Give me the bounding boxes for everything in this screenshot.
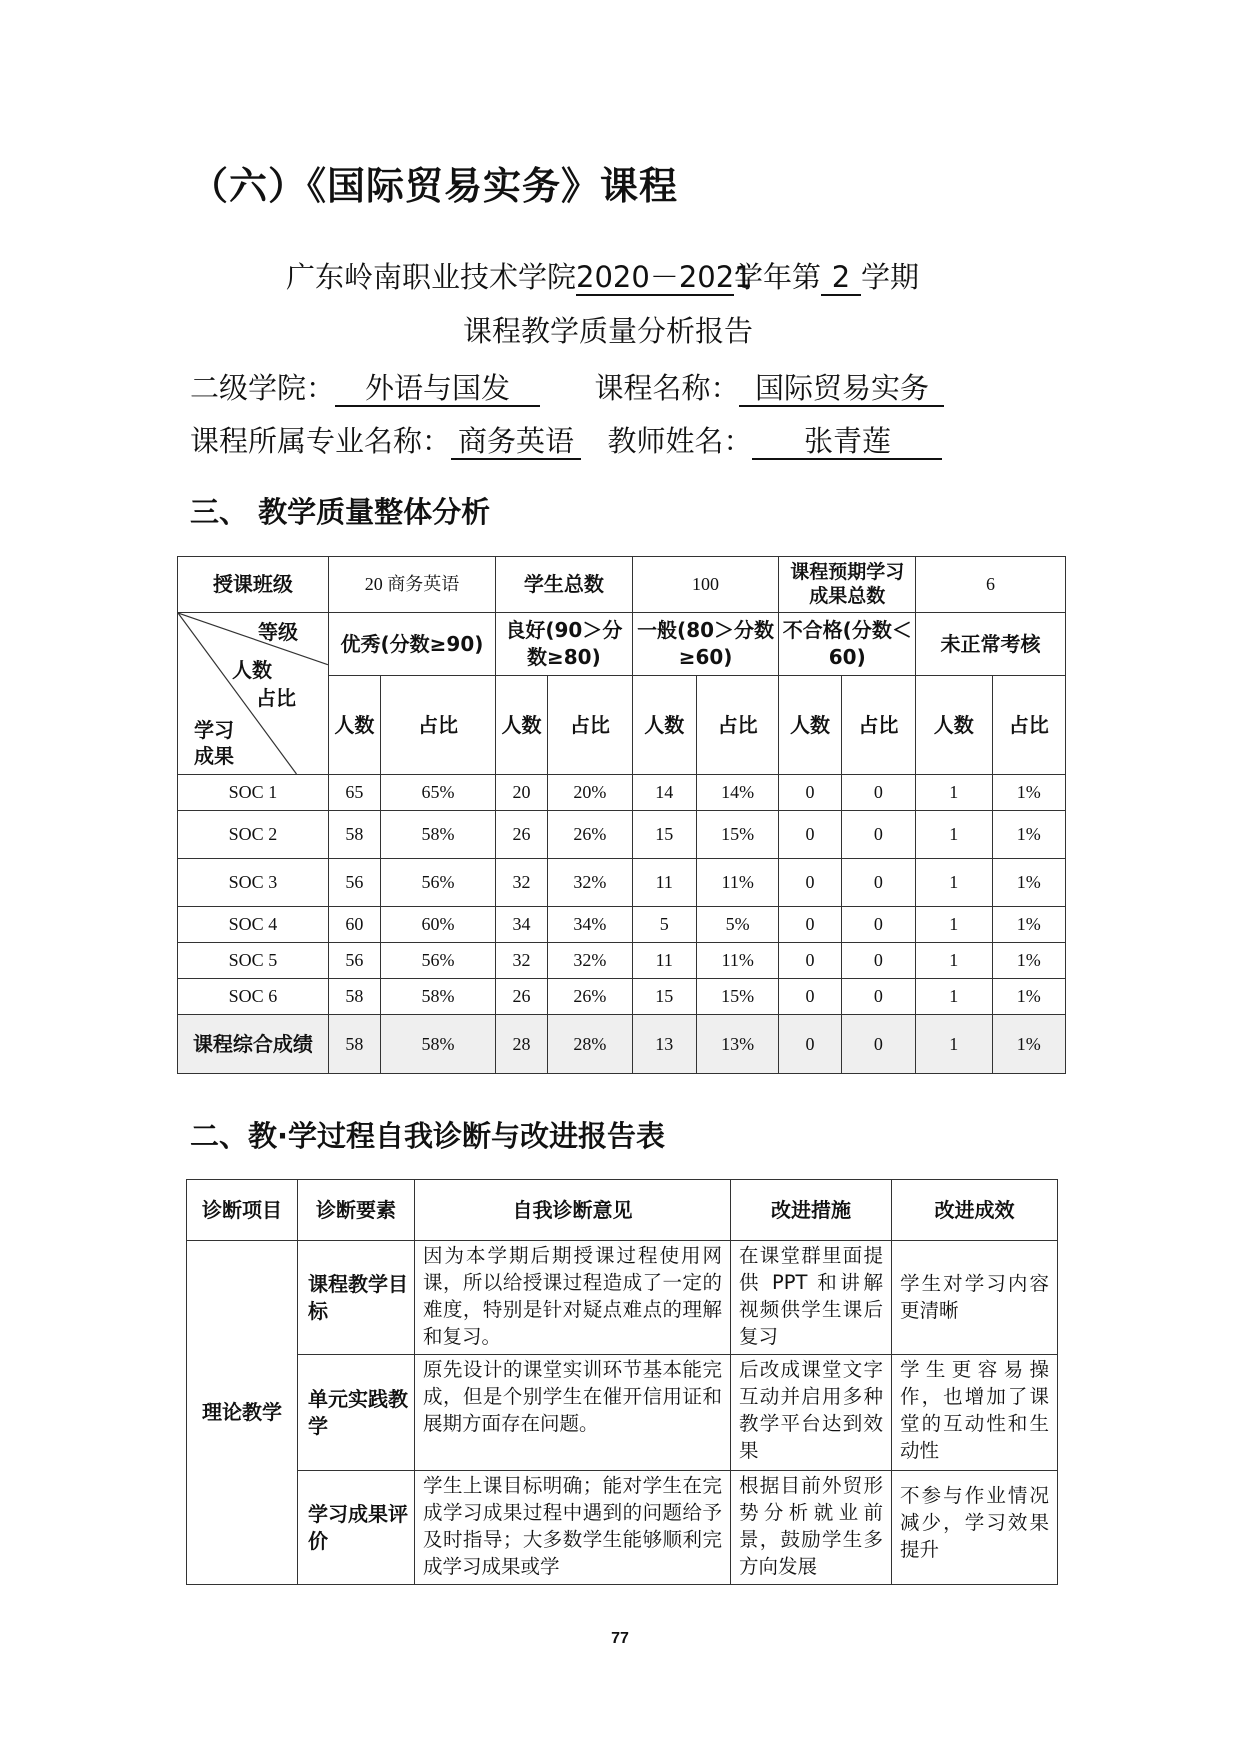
table-row-total (178, 1015, 1066, 1074)
college-label: 二级学院： (190, 371, 336, 405)
soc-label: SOC 2 (178, 811, 329, 859)
soc-cell: 34 (496, 907, 548, 943)
table-row (187, 1471, 1058, 1585)
soc-cell: 65 (328, 775, 380, 811)
class-label: 授课班级 (178, 557, 329, 613)
soc-cell: 1% (992, 979, 1065, 1015)
soc-cell: 56 (328, 943, 380, 979)
soc-cell: 15% (696, 979, 779, 1015)
soc-total-value: 6 (916, 557, 1066, 613)
header-effect: 改进成效 (892, 1180, 1058, 1241)
soc-label: SOC 5 (178, 943, 329, 979)
soc-cell: 1 (916, 907, 992, 943)
soc-cell: 14% (696, 775, 779, 811)
soc-cell: 20% (548, 775, 633, 811)
major-value: 商务英语 (451, 426, 581, 460)
header-opinion: 自我诊断意见 (415, 1180, 731, 1241)
soc-cell: 0 (779, 811, 841, 859)
soc-cell: 58% (380, 979, 495, 1015)
soc-cell: 0 (779, 907, 841, 943)
year-suffix: 学年第 (734, 260, 822, 294)
soc-cell: 65% (380, 775, 495, 811)
total-cell: 13 (632, 1015, 696, 1074)
soc-cell: 0 (841, 907, 915, 943)
grade-good: 良好(90＞分数≥80) (496, 613, 633, 676)
fail-ratio-header: 占比 (841, 676, 915, 775)
header-measure: 改进措施 (731, 1180, 892, 1241)
term-number: 2 (821, 262, 861, 296)
header-project: 诊断项目 (187, 1180, 298, 1241)
soc-cell: 1 (916, 859, 992, 907)
soc-cell: 56 (328, 859, 380, 907)
table-row (187, 1355, 1058, 1471)
soc-cell: 58% (380, 811, 495, 859)
opinion-cell: 原先设计的课堂实训环节基本能完成，但是个别学生在催开信用证和展期方面存在问题。 (415, 1355, 731, 1471)
excellent-count-header: 人数 (328, 676, 380, 775)
soc-cell: 0 (841, 943, 915, 979)
soc-cell: 26% (548, 979, 633, 1015)
effect-cell: 不参与作业情况减少，学习效果提升 (892, 1471, 1058, 1585)
soc-cell: 11 (632, 859, 696, 907)
soc-cell: 1% (992, 943, 1065, 979)
section3-title: 三、 教学质量整体分析 (190, 495, 491, 529)
average-count-header: 人数 (632, 676, 696, 775)
total-cell: 58% (380, 1015, 495, 1074)
total-students-label: 学生总数 (496, 557, 633, 613)
soc-cell: 26 (496, 979, 548, 1015)
soc-cell: 0 (779, 859, 841, 907)
soc-cell: 14 (632, 775, 696, 811)
table-row (178, 775, 1066, 811)
grade-abnormal: 未正常考核 (916, 613, 1066, 676)
report-title: 课程教学质量分析报告 (463, 314, 754, 348)
opinion-cell: 学生上课目标明确；能对学生在完成学习成果过程中遇到的问题给予及时指导；大多数学生能够顺利完成学习成果或学 (415, 1471, 731, 1585)
soc-rows (178, 775, 1066, 1015)
total-cell: 13% (696, 1015, 779, 1074)
soc-cell: 11 (632, 943, 696, 979)
major-label: 课程所属专业名称： (190, 424, 452, 458)
diag-grade-label: 等级 (258, 620, 298, 644)
header-element: 诊断要素 (298, 1180, 415, 1241)
table-row (178, 811, 1066, 859)
school-name: 广东岭南职业技术学院 (286, 260, 577, 294)
total-cell: 1 (916, 1015, 992, 1074)
grade-average: 一般(80＞分数≥60) (632, 613, 779, 676)
soc-cell: 58 (328, 811, 380, 859)
soc-label: SOC 6 (178, 979, 329, 1015)
soc-cell: 20 (496, 775, 548, 811)
grade-excellent: 优秀(分数≥90) (328, 613, 495, 676)
college-value: 外语与国发 (335, 373, 540, 407)
soc-label: SOC 1 (178, 775, 329, 811)
term-suffix: 学期 (861, 260, 920, 294)
total-students-value: 100 (632, 557, 779, 613)
diag-outcome-label: 学习成果 (194, 718, 234, 768)
good-count-header: 人数 (496, 676, 548, 775)
measure-cell: 后改成课堂文字互动并启用多种教学平台达到效果 (731, 1355, 892, 1471)
soc-cell: 11% (696, 859, 779, 907)
soc-cell: 0 (841, 979, 915, 1015)
effect-cell: 学生对学习内容更清晰 (892, 1241, 1058, 1355)
course-label: 课程名称： (594, 371, 740, 405)
table-row (187, 1241, 1058, 1355)
measure-cell: 根据目前外贸形势分析就业前景，鼓励学生多方向发展 (731, 1471, 892, 1585)
element-cell: 学习成果评价 (298, 1471, 415, 1585)
class-value: 20 商务英语 (328, 557, 495, 613)
project-theory: 理论教学 (187, 1241, 298, 1585)
soc-cell: 15 (632, 979, 696, 1015)
abnormal-count-header: 人数 (916, 676, 992, 775)
opinion-cell: 因为本学期后期授课过程使用网课，所以给授课过程造成了一定的难度，特别是针对疑点难点的理解和复习。 (415, 1241, 731, 1355)
soc-cell: 11% (696, 943, 779, 979)
soc-cell: 1 (916, 775, 992, 811)
soc-label: SOC 3 (178, 859, 329, 907)
teacher-value: 张青莲 (752, 426, 942, 460)
soc-cell: 1% (992, 907, 1065, 943)
total-cell: 1% (992, 1015, 1065, 1074)
soc-cell: 34% (548, 907, 633, 943)
soc-label: SOC 4 (178, 907, 329, 943)
element-cell: 单元实践教学 (298, 1355, 415, 1471)
table-row (178, 859, 1066, 907)
table-row (178, 943, 1066, 979)
page-number: 77 (611, 1630, 629, 1647)
soc-cell: 60 (328, 907, 380, 943)
total-cell: 0 (779, 1015, 841, 1074)
soc-cell: 56% (380, 859, 495, 907)
soc-cell: 1 (916, 811, 992, 859)
fail-count-header: 人数 (779, 676, 841, 775)
soc-total-label: 课程预期学习成果总数 (779, 557, 916, 613)
abnormal-ratio-header: 占比 (992, 676, 1065, 775)
soc-cell: 32% (548, 859, 633, 907)
soc-cell: 0 (779, 979, 841, 1015)
soc-cell: 15% (696, 811, 779, 859)
grade-fail: 不合格(分数＜60) (779, 613, 916, 676)
soc-cell: 26 (496, 811, 548, 859)
college-line (190, 366, 944, 407)
element-cell: 课程教学目标 (298, 1241, 415, 1355)
section2-title: 二、教·学过程自我诊断与改进报告表 (190, 1119, 666, 1153)
soc-cell: 0 (841, 859, 915, 907)
soc-cell: 1% (992, 859, 1065, 907)
page-heading: （六）《国际贸易实务》课程 (190, 164, 679, 208)
table-row (178, 907, 1066, 943)
table-row (178, 979, 1066, 1015)
soc-cell: 0 (779, 943, 841, 979)
total-cell: 0 (841, 1015, 915, 1074)
soc-cell: 0 (841, 775, 915, 811)
course-value: 国际贸易实务 (739, 373, 944, 407)
diagnosis-table (186, 1179, 1058, 1585)
soc-cell: 15 (632, 811, 696, 859)
total-cell: 58 (328, 1015, 380, 1074)
soc-cell: 0 (841, 811, 915, 859)
good-ratio-header: 占比 (548, 676, 633, 775)
soc-cell: 60% (380, 907, 495, 943)
soc-cell: 26% (548, 811, 633, 859)
major-line (190, 419, 942, 460)
soc-cell: 0 (779, 775, 841, 811)
effect-cell: 学生更容易操作，也增加了课堂的互动性和生动性 (892, 1355, 1058, 1471)
excellent-ratio-header: 占比 (380, 676, 495, 775)
academic-year: 2020－2021 (576, 260, 753, 294)
soc-cell: 32% (548, 943, 633, 979)
report-school-line (286, 255, 919, 296)
soc-cell: 1 (916, 979, 992, 1015)
soc-cell: 1% (992, 811, 1065, 859)
soc-cell: 56% (380, 943, 495, 979)
total-row-label: 课程综合成绩 (178, 1015, 329, 1074)
diag-ratio-label: 占比 (256, 686, 296, 710)
soc-cell: 1 (916, 943, 992, 979)
total-cell: 28% (548, 1015, 633, 1074)
teacher-label: 教师姓名： (607, 424, 753, 458)
diag-count-label: 人数 (232, 658, 272, 682)
diagonal-header-cell (178, 613, 329, 775)
total-cell: 28 (496, 1015, 548, 1074)
soc-cell: 5 (632, 907, 696, 943)
soc-cell: 32 (496, 859, 548, 907)
average-ratio-header: 占比 (696, 676, 779, 775)
soc-cell: 1% (992, 775, 1065, 811)
quality-analysis-table (177, 556, 1066, 1074)
soc-cell: 5% (696, 907, 779, 943)
measure-cell: 在课堂群里面提供 PPT 和讲解视频供学生课后复习 (731, 1241, 892, 1355)
soc-cell: 58 (328, 979, 380, 1015)
soc-cell: 32 (496, 943, 548, 979)
